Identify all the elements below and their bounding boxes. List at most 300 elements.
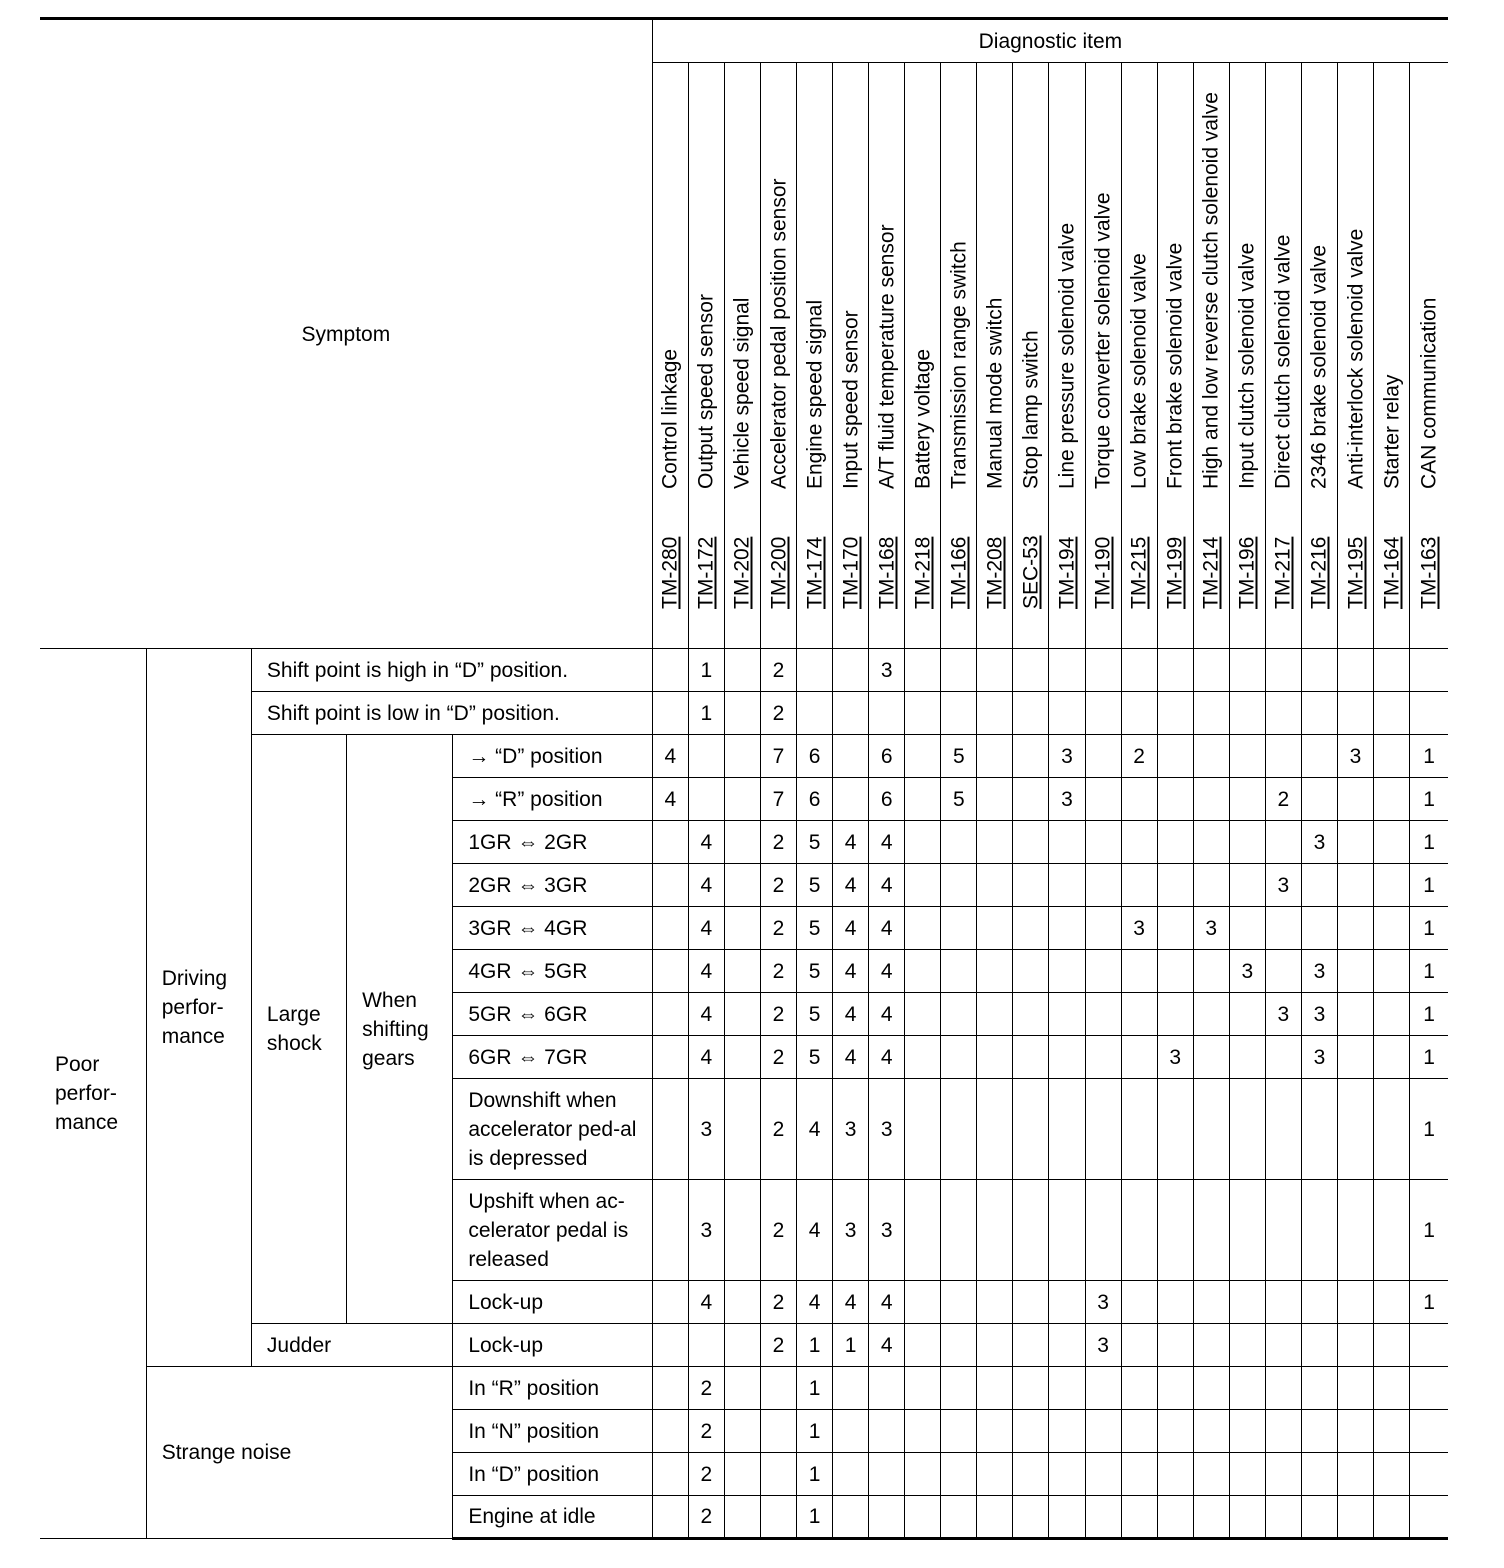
priority-cell <box>1013 735 1049 778</box>
priority-cell <box>977 950 1013 993</box>
priority-cell <box>1085 1410 1121 1453</box>
priority-cell <box>724 1079 760 1180</box>
priority-cell <box>1013 1496 1049 1539</box>
priority-cell <box>1374 1036 1410 1079</box>
priority-cell: 4 <box>688 1036 724 1079</box>
priority-cell: 4 <box>797 1180 833 1281</box>
priority-cell <box>941 993 977 1036</box>
priority-cell <box>760 1410 796 1453</box>
priority-cell <box>1193 1410 1229 1453</box>
priority-cell <box>1085 993 1121 1036</box>
symptom-label: 3GR ⇔ 4GR <box>453 907 652 950</box>
column-header <box>1121 63 1157 649</box>
priority-cell: 2 <box>688 1410 724 1453</box>
priority-cell <box>941 1410 977 1453</box>
priority-cell <box>1193 692 1229 735</box>
priority-cell: 3 <box>1049 778 1085 821</box>
priority-cell <box>1265 1367 1301 1410</box>
priority-cell <box>977 864 1013 907</box>
priority-cell <box>1013 1367 1049 1410</box>
priority-cell <box>1374 649 1410 692</box>
priority-cell <box>652 864 688 907</box>
priority-cell <box>905 1281 941 1324</box>
column-ref-link[interactable]: TM-166 <box>947 536 971 609</box>
priority-cell <box>1229 1036 1265 1079</box>
priority-cell: 6 <box>869 778 905 821</box>
priority-cell <box>1301 1324 1337 1367</box>
priority-cell: 2 <box>760 864 796 907</box>
priority-cell <box>941 821 977 864</box>
column-ref-link[interactable]: TM-215 <box>1127 536 1151 609</box>
priority-cell <box>1013 1036 1049 1079</box>
priority-cell <box>905 649 941 692</box>
priority-cell: 2 <box>760 950 796 993</box>
priority-cell: 1 <box>1410 1036 1448 1079</box>
priority-cell <box>1121 649 1157 692</box>
priority-cell <box>1337 649 1373 692</box>
priority-cell <box>1374 1180 1410 1281</box>
priority-cell: 4 <box>869 864 905 907</box>
column-name: Direct clutch solenoid valve <box>1271 234 1295 489</box>
priority-cell <box>905 1079 941 1180</box>
column-ref-link[interactable]: TM-217 <box>1271 536 1295 609</box>
priority-cell <box>977 1410 1013 1453</box>
column-ref-link[interactable]: TM-199 <box>1163 536 1187 609</box>
column-header <box>1013 63 1049 649</box>
priority-cell <box>1265 1079 1301 1180</box>
priority-cell <box>1193 1079 1229 1180</box>
priority-cell <box>1337 950 1373 993</box>
symptom-label: Shift point is low in “D” position. <box>251 692 652 735</box>
priority-cell: 4 <box>869 1036 905 1079</box>
priority-cell <box>652 1453 688 1496</box>
priority-cell <box>1337 692 1373 735</box>
priority-cell <box>1049 1367 1085 1410</box>
priority-cell: 5 <box>797 993 833 1036</box>
priority-cell <box>977 1453 1013 1496</box>
column-name: Starter relay <box>1380 374 1404 489</box>
priority-cell: 1 <box>1410 1079 1448 1180</box>
priority-cell <box>1157 1367 1193 1410</box>
column-header <box>977 63 1013 649</box>
priority-cell <box>1085 778 1121 821</box>
column-ref-link[interactable]: TM-164 <box>1380 536 1404 609</box>
column-ref-link[interactable]: TM-172 <box>694 536 718 609</box>
priority-cell <box>977 649 1013 692</box>
priority-cell: 1 <box>688 692 724 735</box>
priority-cell <box>1374 1281 1410 1324</box>
priority-cell <box>1410 1367 1448 1410</box>
priority-cell: 7 <box>760 778 796 821</box>
symptom-label: Shift point is high in “D” position. <box>251 649 652 692</box>
priority-cell <box>1410 692 1448 735</box>
priority-cell <box>1337 907 1373 950</box>
priority-cell: 3 <box>1085 1324 1121 1367</box>
column-name: Manual mode switch <box>983 297 1007 489</box>
priority-cell: 4 <box>688 821 724 864</box>
priority-cell <box>1049 1324 1085 1367</box>
priority-cell: 4 <box>688 993 724 1036</box>
column-ref-link[interactable]: TM-168 <box>875 536 899 609</box>
priority-cell <box>1121 1281 1157 1324</box>
priority-cell: 1 <box>1410 950 1448 993</box>
priority-cell <box>1229 1324 1265 1367</box>
priority-cell <box>1374 950 1410 993</box>
priority-cell <box>724 692 760 735</box>
column-ref-link[interactable]: TM-208 <box>983 536 1007 609</box>
priority-cell <box>1157 649 1193 692</box>
priority-cell: 2 <box>760 1281 796 1324</box>
column-ref-link[interactable]: TM-200 <box>767 536 790 609</box>
priority-cell: 1 <box>1410 907 1448 950</box>
symptom-label: 6GR ⇔ 7GR <box>453 1036 652 1079</box>
priority-cell <box>1337 1496 1373 1539</box>
group-poor-performance: Poor perfor-mance <box>40 649 146 1539</box>
priority-cell <box>652 1281 688 1324</box>
priority-cell <box>941 1079 977 1180</box>
priority-cell <box>1229 993 1265 1036</box>
column-name: Line pressure solenoid valve <box>1055 222 1079 489</box>
priority-cell: 1 <box>1410 735 1448 778</box>
column-ref-link[interactable]: TM-190 <box>1091 536 1115 609</box>
symptom-label: Engine at idle <box>453 1496 652 1539</box>
priority-cell <box>724 907 760 950</box>
symptom-label: In “N” position <box>453 1410 652 1453</box>
priority-cell: 2 <box>760 1180 796 1281</box>
priority-cell <box>977 1036 1013 1079</box>
priority-cell <box>833 649 869 692</box>
priority-cell <box>1374 1367 1410 1410</box>
column-name: Engine speed signal <box>803 299 827 489</box>
priority-cell <box>652 1180 688 1281</box>
priority-cell: 3 <box>869 649 905 692</box>
priority-cell <box>941 1180 977 1281</box>
priority-cell <box>905 864 941 907</box>
priority-cell <box>1374 778 1410 821</box>
priority-cell <box>941 1453 977 1496</box>
priority-cell <box>652 907 688 950</box>
priority-cell: 1 <box>833 1324 869 1367</box>
priority-cell <box>1157 1410 1193 1453</box>
priority-cell <box>1121 1079 1157 1180</box>
priority-cell <box>1085 907 1121 950</box>
priority-cell: 3 <box>1121 907 1157 950</box>
priority-cell <box>1013 821 1049 864</box>
priority-cell <box>1410 649 1448 692</box>
column-header <box>724 63 760 649</box>
priority-cell <box>1121 993 1157 1036</box>
priority-cell: 2 <box>688 1367 724 1410</box>
symptom-label: 5GR ⇔ 6GR <box>453 993 652 1036</box>
priority-cell <box>1157 993 1193 1036</box>
priority-cell: 1 <box>797 1453 833 1496</box>
priority-cell <box>1337 864 1373 907</box>
priority-cell: 3 <box>1301 1036 1337 1079</box>
column-name: Output speed sensor <box>694 294 718 489</box>
priority-cell <box>1121 778 1157 821</box>
priority-cell <box>833 735 869 778</box>
priority-cell <box>724 821 760 864</box>
group-large-shock: Large shock <box>251 735 346 1324</box>
table-row <box>40 649 1448 692</box>
priority-cell <box>1193 1453 1229 1496</box>
priority-cell <box>1374 692 1410 735</box>
priority-cell <box>724 735 760 778</box>
priority-cell: 1 <box>1410 821 1448 864</box>
priority-cell <box>1337 1180 1373 1281</box>
priority-cell: 1 <box>797 1367 833 1410</box>
priority-cell <box>1157 1180 1193 1281</box>
priority-cell: 4 <box>833 864 869 907</box>
priority-cell <box>1013 1453 1049 1496</box>
priority-cell <box>1374 993 1410 1036</box>
priority-cell <box>1337 1453 1373 1496</box>
priority-cell <box>1049 907 1085 950</box>
priority-cell <box>760 1453 796 1496</box>
priority-cell: 2 <box>760 1324 796 1367</box>
column-ref-link[interactable]: TM-174 <box>803 536 827 609</box>
priority-cell <box>1121 1496 1157 1539</box>
table-row <box>40 735 1448 778</box>
priority-cell <box>652 1496 688 1539</box>
priority-cell: 4 <box>652 778 688 821</box>
priority-cell <box>977 1079 1013 1180</box>
column-ref-link[interactable]: TM-216 <box>1307 536 1331 609</box>
priority-cell <box>1013 1079 1049 1180</box>
priority-cell <box>905 821 941 864</box>
priority-cell <box>1193 821 1229 864</box>
priority-cell <box>941 1324 977 1367</box>
priority-cell <box>1013 864 1049 907</box>
priority-cell <box>1229 907 1265 950</box>
priority-cell <box>652 1324 688 1367</box>
priority-cell <box>1301 692 1337 735</box>
column-ref-link[interactable]: TM-218 <box>911 536 935 609</box>
column-name: Stop lamp switch <box>1019 330 1043 489</box>
priority-cell <box>905 1367 941 1410</box>
priority-cell <box>1013 778 1049 821</box>
priority-cell <box>688 1324 724 1367</box>
priority-cell <box>1229 778 1265 821</box>
priority-cell: 4 <box>833 907 869 950</box>
column-ref-link[interactable]: TM-163 <box>1417 536 1441 609</box>
priority-cell <box>1121 692 1157 735</box>
priority-cell <box>905 993 941 1036</box>
priority-cell: 1 <box>1410 1180 1448 1281</box>
column-ref-link[interactable]: TM-214 <box>1199 536 1223 609</box>
priority-cell: 3 <box>1301 950 1337 993</box>
priority-cell <box>869 692 905 735</box>
priority-cell <box>1085 735 1121 778</box>
priority-cell: 6 <box>797 735 833 778</box>
priority-cell <box>1374 1496 1410 1539</box>
column-ref-link[interactable]: SEC-53 <box>1019 535 1043 609</box>
priority-cell: 1 <box>1410 864 1448 907</box>
priority-cell <box>1085 692 1121 735</box>
priority-cell <box>1013 907 1049 950</box>
priority-cell <box>1193 993 1229 1036</box>
priority-cell <box>905 1036 941 1079</box>
priority-cell <box>1157 1453 1193 1496</box>
priority-cell: 1 <box>1410 1281 1448 1324</box>
priority-cell <box>977 993 1013 1036</box>
symptom-label: Lock-up <box>453 1324 652 1367</box>
priority-cell <box>1337 1324 1373 1367</box>
priority-cell <box>797 692 833 735</box>
column-name: Vehicle speed signal <box>730 297 754 489</box>
column-ref-link[interactable]: TM-280 <box>658 536 682 609</box>
table-row <box>40 1324 1448 1367</box>
column-name: Front brake solenoid valve <box>1163 242 1187 489</box>
priority-cell <box>652 1367 688 1410</box>
priority-cell <box>977 1281 1013 1324</box>
symptom-header: Symptom <box>40 19 652 649</box>
column-ref-link[interactable]: TM-196 <box>1235 536 1259 609</box>
priority-cell <box>1193 1036 1229 1079</box>
priority-cell <box>905 735 941 778</box>
column-name: 2346 brake solenoid valve <box>1307 244 1331 489</box>
priority-cell <box>724 778 760 821</box>
priority-cell <box>1374 907 1410 950</box>
group-when-shifting-gears: When shifting gears <box>347 735 453 1324</box>
priority-cell: 3 <box>869 1079 905 1180</box>
priority-cell <box>1265 649 1301 692</box>
priority-cell <box>1013 1281 1049 1324</box>
group-driving-performance: Driving perfor-mance <box>146 649 251 1367</box>
priority-cell: 3 <box>1049 735 1085 778</box>
priority-cell <box>1337 1079 1373 1180</box>
priority-cell <box>1337 778 1373 821</box>
priority-cell <box>1193 950 1229 993</box>
priority-cell: 3 <box>1085 1281 1121 1324</box>
priority-cell <box>1013 1324 1049 1367</box>
column-ref-link[interactable]: TM-170 <box>839 536 863 609</box>
priority-cell <box>797 649 833 692</box>
priority-cell: 5 <box>797 1036 833 1079</box>
priority-cell <box>1265 1180 1301 1281</box>
priority-cell <box>688 778 724 821</box>
column-header <box>1410 63 1448 649</box>
priority-cell <box>905 1410 941 1453</box>
priority-cell <box>1085 649 1121 692</box>
priority-cell <box>1410 1324 1448 1367</box>
priority-cell <box>724 950 760 993</box>
column-header <box>1193 63 1229 649</box>
symptom-label: Downshift when accelerator ped-al is depressed <box>453 1079 652 1180</box>
priority-cell <box>1157 1496 1193 1539</box>
priority-cell <box>1085 1079 1121 1180</box>
priority-cell: 2 <box>760 907 796 950</box>
priority-cell: 4 <box>833 821 869 864</box>
priority-cell: 3 <box>833 1180 869 1281</box>
priority-cell <box>1229 1410 1265 1453</box>
priority-cell <box>977 1180 1013 1281</box>
priority-cell: 1 <box>797 1324 833 1367</box>
priority-cell <box>1049 1079 1085 1180</box>
priority-cell <box>1193 1281 1229 1324</box>
priority-cell: 4 <box>833 950 869 993</box>
priority-cell <box>760 1367 796 1410</box>
priority-cell: 4 <box>833 1281 869 1324</box>
priority-cell: 1 <box>1410 993 1448 1036</box>
column-header <box>652 63 688 649</box>
priority-cell <box>1265 907 1301 950</box>
priority-cell: 4 <box>869 950 905 993</box>
diagnostic-item-header: Diagnostic item <box>652 19 1448 63</box>
priority-cell <box>652 950 688 993</box>
priority-cell <box>1374 821 1410 864</box>
priority-cell <box>1193 649 1229 692</box>
column-ref-link[interactable]: TM-194 <box>1055 536 1079 609</box>
column-header <box>1085 63 1121 649</box>
priority-cell <box>1301 1367 1337 1410</box>
priority-cell: 5 <box>797 950 833 993</box>
priority-cell <box>1229 864 1265 907</box>
priority-cell <box>1013 1410 1049 1453</box>
priority-cell <box>1337 993 1373 1036</box>
column-ref-link[interactable]: TM-195 <box>1344 536 1367 609</box>
column-header <box>688 63 724 649</box>
priority-cell: 2 <box>688 1496 724 1539</box>
priority-cell <box>1374 1324 1410 1367</box>
priority-cell <box>905 1496 941 1539</box>
symptom-label: In “D” position <box>453 1453 652 1496</box>
priority-cell <box>724 1036 760 1079</box>
symptom-label: Upshift when ac-celerator pedal is released <box>453 1180 652 1281</box>
group-judder: Judder <box>251 1324 452 1367</box>
priority-cell <box>941 1367 977 1410</box>
priority-cell: 3 <box>1301 821 1337 864</box>
priority-cell: 4 <box>797 1079 833 1180</box>
priority-cell <box>905 778 941 821</box>
priority-cell <box>1301 1453 1337 1496</box>
priority-cell <box>1085 1180 1121 1281</box>
priority-cell <box>1121 1036 1157 1079</box>
priority-cell: 3 <box>1157 1036 1193 1079</box>
priority-cell <box>1301 1281 1337 1324</box>
priority-cell <box>1301 1496 1337 1539</box>
priority-cell <box>1193 1180 1229 1281</box>
priority-cell <box>652 821 688 864</box>
priority-cell <box>1374 864 1410 907</box>
priority-cell <box>1049 1036 1085 1079</box>
priority-cell <box>1265 950 1301 993</box>
priority-cell <box>1265 1453 1301 1496</box>
priority-cell <box>724 649 760 692</box>
priority-cell <box>1193 1367 1229 1410</box>
priority-cell <box>1157 864 1193 907</box>
priority-cell <box>1049 950 1085 993</box>
priority-cell: 2 <box>688 1453 724 1496</box>
priority-cell: 3 <box>833 1079 869 1180</box>
priority-cell <box>1337 1036 1373 1079</box>
priority-cell <box>1337 821 1373 864</box>
priority-cell <box>1157 1079 1193 1180</box>
priority-cell: 3 <box>1193 907 1229 950</box>
priority-cell <box>977 778 1013 821</box>
priority-cell: 3 <box>688 1079 724 1180</box>
priority-cell <box>1085 821 1121 864</box>
column-name: Torque converter solenoid valve <box>1091 192 1115 489</box>
priority-cell <box>977 821 1013 864</box>
priority-cell <box>1085 864 1121 907</box>
priority-cell: 4 <box>869 993 905 1036</box>
priority-cell <box>724 993 760 1036</box>
priority-cell: 5 <box>797 864 833 907</box>
priority-cell <box>941 950 977 993</box>
priority-cell <box>1374 1410 1410 1453</box>
column-ref-link[interactable]: TM-202 <box>730 536 754 609</box>
